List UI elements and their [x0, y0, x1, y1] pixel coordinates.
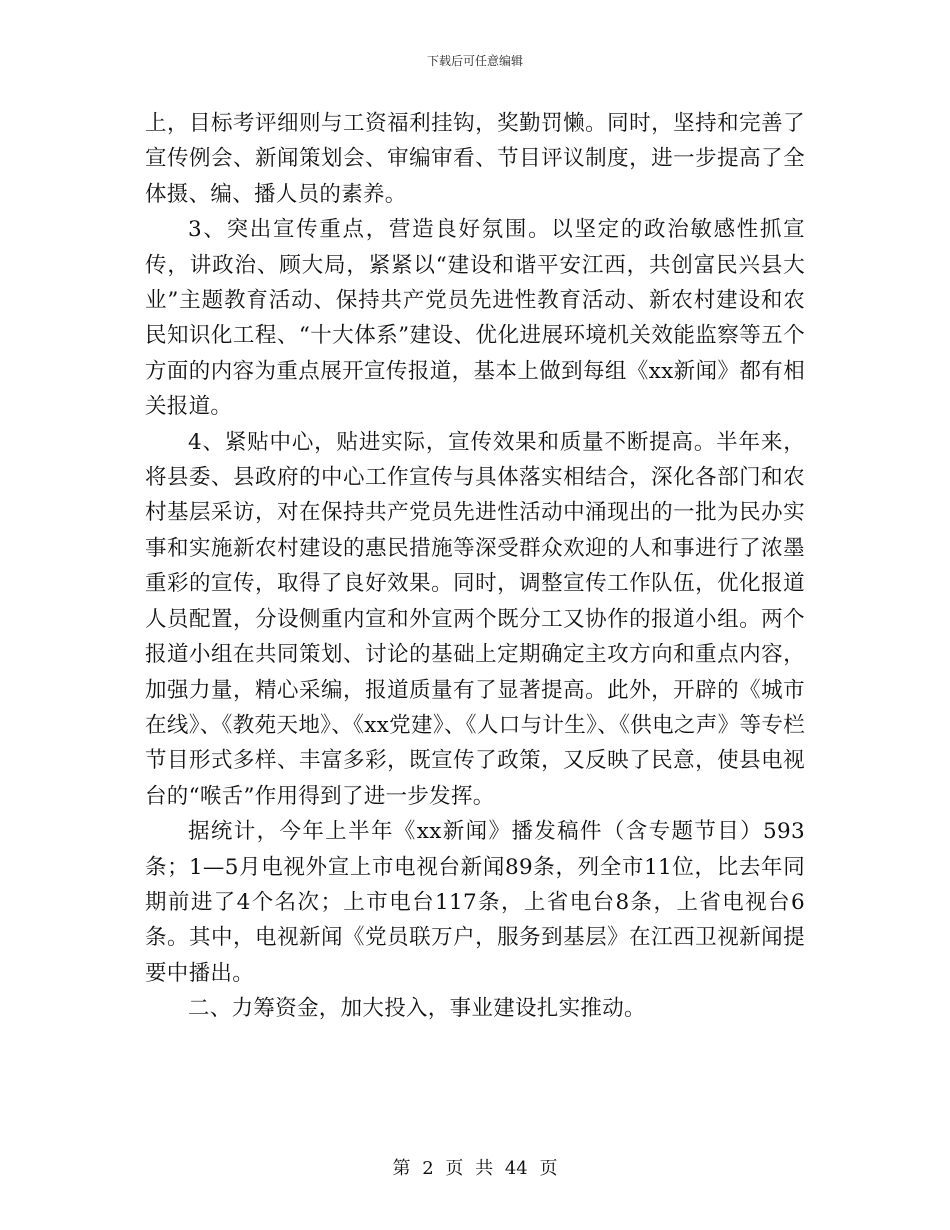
- page-footer: 第 2 页 共 44 页: [392, 1158, 558, 1179]
- paragraph-continuation: 上，目标考评细则与工资福利挂钩，奖勤罚懒。同时，坚持和完善了宣传例会、新闻策划会、审编审看、节目评议制度，进一步提高了全体摄、编、播人员的素养。: [145, 111, 805, 207]
- paragraph-statistics: 据统计，今年上半年《xx新闻》播发稿件（含专题节目）593条；1—5月电视外宣上市电视台新闻89条，列全市11位，比去年同期前进了4个名次；上市电台117条，上省电台8条，上省电视台6条。其中，电视新闻《党员联万户，服务到基层》在江西卫视新闻提要中播出。: [145, 819, 805, 986]
- document-body: [145, 106, 805, 1027]
- paragraph-item-4: 4、紧贴中心，贴进实际，宣传效果和质量不断提高。半年来，将县委、县政府的中心工作宣传与具体落实相结合，深化各部门和农村基层采访，对在保持共产党员先进性活动中涌现出的一批为民办实事和实施新农村建设的惠民措施等深受群众欢迎的人和事进行了浓墨重彩的宣传，取得了良好效果。同时，调整宣传工作队伍，优化报道人员配置，分设侧重内宣和外宣两个既分工又协作的报道小组。两个报道小组在共同策划、讨论的基础上定期确定主攻方向和重点内容，加强力量，精心采编，报道质量有了显著提高。此外，开辟的《城市在线》、《教苑天地》、《xx党建》、《人口与计生》、《供电之声》等专栏节目形式多样、丰富多彩，既宣传了政策，又反映了民意，使县电视台的“喉舌”作用得到了进一步发挥。: [145, 429, 805, 809]
- page-header: 下载后可任意编辑: [426, 54, 523, 68]
- paragraph-item-3: 3、突出宣传重点，营造良好氛围。以坚定的政治敏感性抓宣传，讲政治、顾大局，紧紧以“建设和谐平安江西，共创富民兴县大业”主题教育活动、保持共产党员先进性教育活动、新农村建设和农民知识化工程、“十大体系”建设、优化进展环境机关效能监察等五个方面的内容为重点展开宣传报道，基本上做到每组《xx新闻》都有相关报道。: [145, 217, 805, 420]
- section-heading: 二、力筹资金，加大投入，事业建设扎实推动。: [188, 996, 646, 1022]
